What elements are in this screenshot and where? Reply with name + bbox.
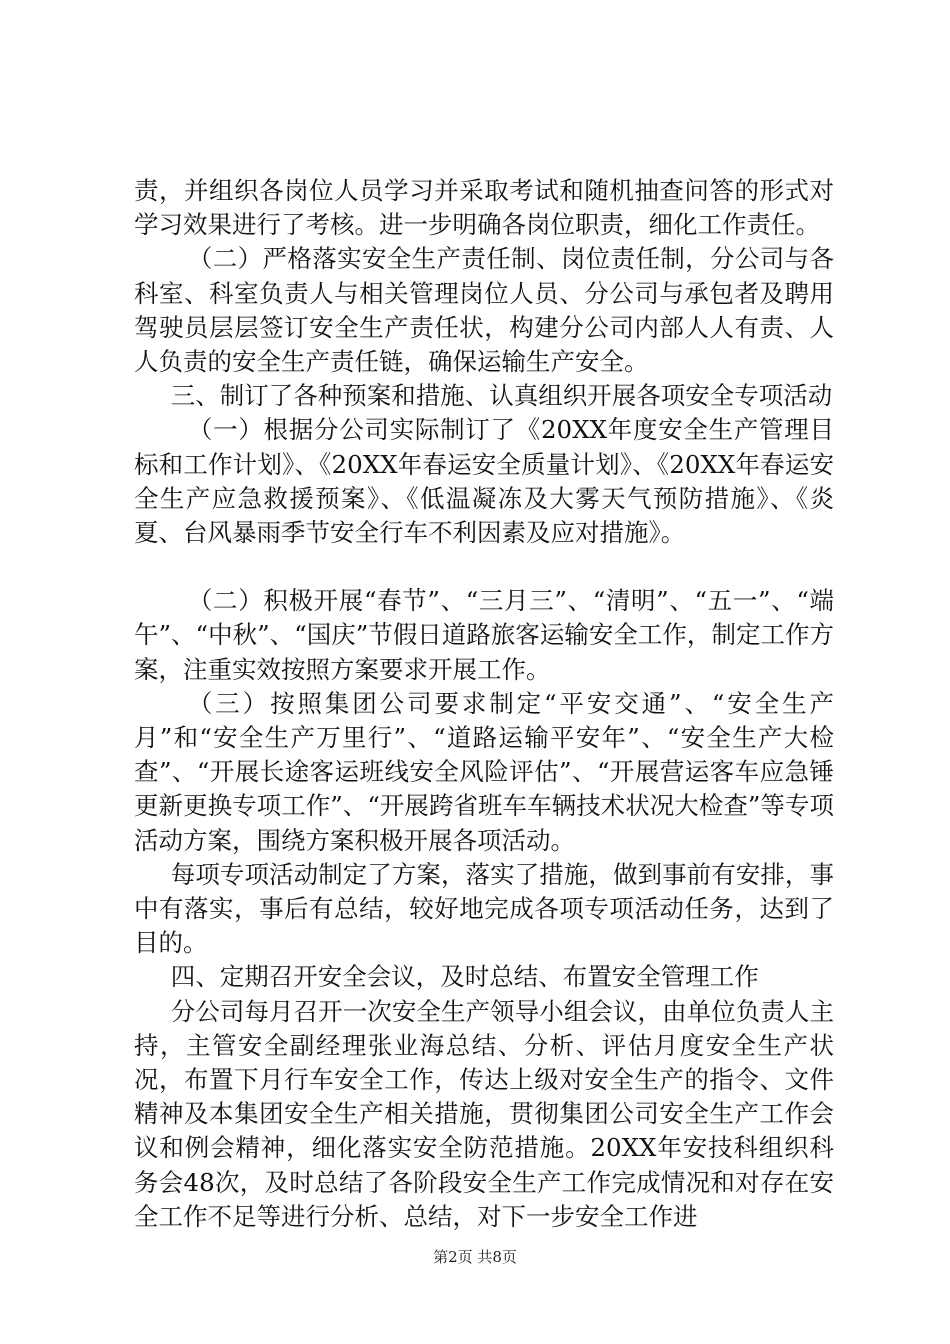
section-heading-4: 四、定期召开安全会议，及时总结、布置安全管理工作 bbox=[170, 962, 759, 992]
paragraph-2: （二）严格落实安全生产责任制、岗位责任制，分公司与各科室、科室负责人与相关管理岗位人员、分公司与承包者及聘用驾驶员层层签订安全生产责任状，构建分公司内部人人有责、人人负责的安全生产责任链，确保运输生产安全。 bbox=[134, 244, 834, 377]
document-body bbox=[134, 174, 834, 1234]
section-heading-3: 三、制订了各种预案和措施、认真组织开展各项安全专项活动 bbox=[170, 381, 833, 411]
paragraph-4-1: 分公司每月召开一次安全生产领导小组会议，由单位负责人主持，主管安全副经理张业海总结、分析、评估月度安全生产状况，布置下月行车安全工作，传达上级对安全生产的指令、文件精神及本集团安全生产相关措施，贯彻集团公司安全生产工作会议和例会精神，细化落实安全防范措施。20XX年安技科组织科务会48次，及时总结了各阶段安全生产工作完成情况和对存在安全工作不足等进行分析、总结，对下一步安全工作进 bbox=[134, 996, 834, 1231]
paragraph-3-3: （三）按照集团公司要求制定“平安交通”、“安全生产月”和“安全生产万里行”、“道路运输平安年”、“安全生产大检查”、“开展长途客运班线安全风险评估”、“开展营运客车应急锤更新更换专项工作”、“开展跨省班车车辆技术状况大检查”等专项活动方案，围绕方案积极开展各项活动。 bbox=[134, 688, 834, 855]
paragraph-3-1: （一）根据分公司实际制订了《20XX年度安全生产管理目标和工作计划》、《20XX年春运安全质量计划》、《20XX年春运安全生产应急救援预案》、《低温凝冻及大雾天气预防措施》、《炎夏、台风暴雨季节安全行车不利因素及应对措施》。 bbox=[134, 415, 834, 548]
paragraph-1: 责，并组织各岗位人员学习并采取考试和随机抽查问答的形式对学习效果进行了考核。进一步明确各岗位职责，细化工作责任。 bbox=[134, 176, 834, 240]
paragraph-3-summary: 每项专项活动制定了方案，落实了措施，做到事前有安排，事中有落实，事后有总结，较好地完成各项专项活动任务，达到了目的。 bbox=[134, 859, 834, 958]
page-number: 第2页 共8页 bbox=[433, 1248, 517, 1266]
paragraph-gap bbox=[134, 550, 834, 584]
paragraph-3-2: （二）积极开展“春节”、“三月三”、“清明”、“五一”、“端午”、“中秋”、“国庆”节假日道路旅客运输安全工作，制定工作方案，注重实效按照方案要求开展工作。 bbox=[134, 586, 834, 684]
